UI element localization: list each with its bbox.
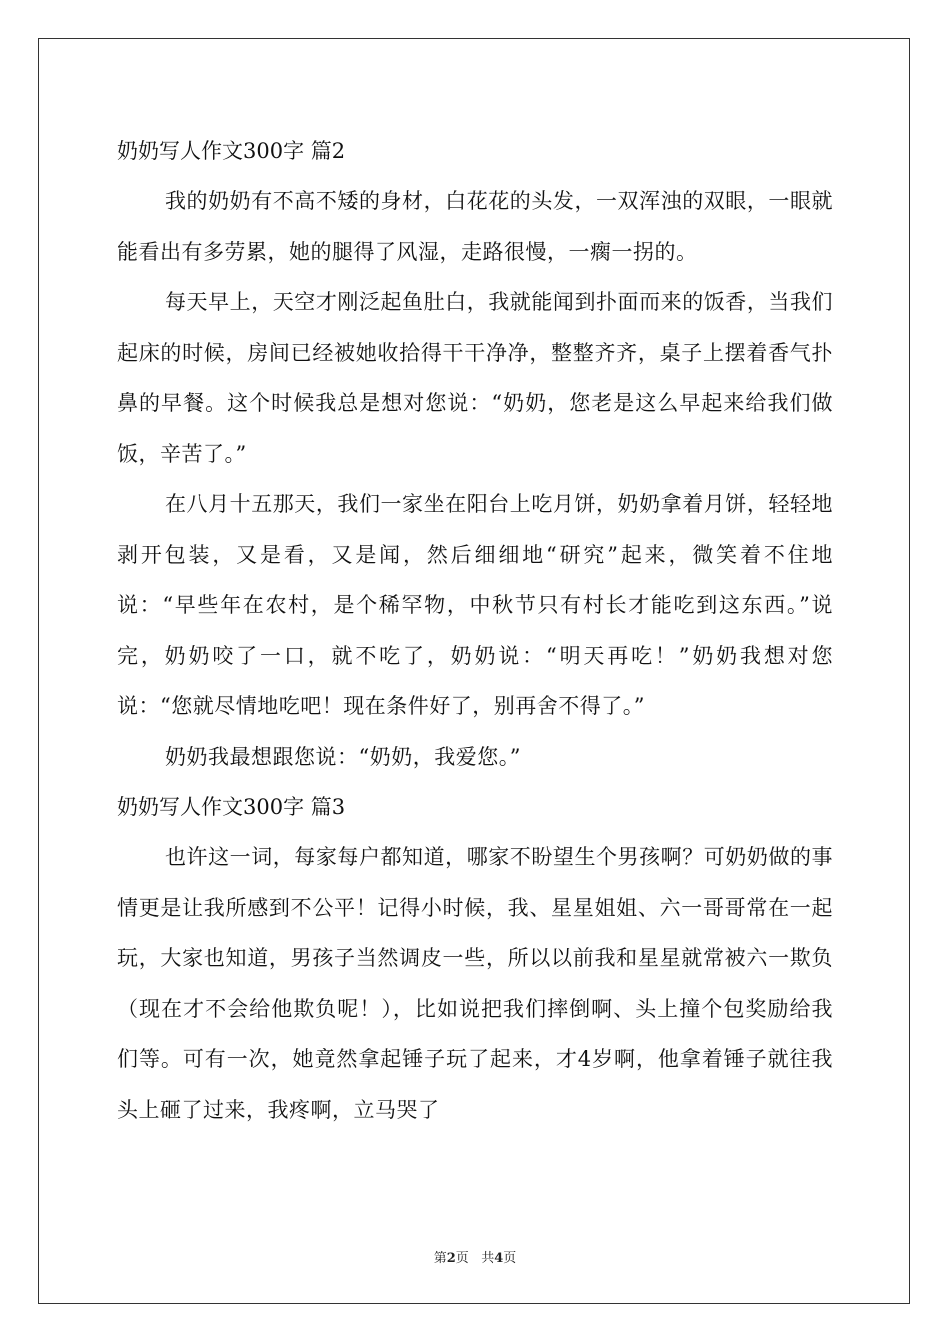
paragraph: 我的奶奶有不高不矮的身材，白花花的头发，一双浑浊的双眼，一眼就能看出有多劳累，她的腿得了风湿，走路很慢，一瘸一拐的。 bbox=[117, 189, 833, 264]
paragraph: 每天早上，天空才刚泛起鱼肚白，我就能闻到扑面而来的饭香，当我们起床的时候，房间已经被她收拾得干干净净，整整齐齐，桌子上摆着香气扑鼻的早餐。这个时候我总是想对您说：“奶奶，您老是这么早起来给我们做饭，辛苦了。” bbox=[117, 290, 833, 466]
section-heading: 奶奶写人作文300字 篇3 bbox=[117, 795, 346, 819]
total-pages: 4 bbox=[494, 1251, 504, 1266]
total-prefix: 共 bbox=[481, 1251, 495, 1266]
page-suffix: 页 bbox=[455, 1251, 469, 1266]
document-body bbox=[117, 126, 833, 1135]
page-number: 2 bbox=[446, 1251, 456, 1266]
paragraph: 在八月十五那天，我们一家坐在阳台上吃月饼，奶奶拿着月饼，轻轻地剥开包装，又是看，又是闻，然后细细地“研究”起来，微笑着不住地说：“早些年在农村，是个稀罕物，中秋节只有村长才能吃到这东西。”说完，奶奶咬了一口，就不吃了，奶奶说：“明天再吃！”奶奶我想对您说：“您就尽情地吃吧！现在条件好了，别再舍不得了。” bbox=[117, 492, 833, 718]
paragraph: 奶奶我最想跟您说：“奶奶，我爱您。” bbox=[165, 744, 521, 769]
total-suffix: 页 bbox=[503, 1251, 517, 1266]
paragraph: 也许这一词，每家每户都知道，哪家不盼望生个男孩啊？可奶奶做的事情更是让我所感到不公平！记得小时候，我、星星姐姐、六一哥哥常在一起玩，大家也知道，男孩子当然调皮一些，所以以前我和星星就常被六一欺负（现在才不会给他欺负呢！），比如说把我们摔倒啊、头上撞个包奖励给我们等。可有一次，她竟然拿起锤子玩了起来，才4岁啊，他拿着锤子就往我头上砸了过来，我疼啊，立马哭了 bbox=[117, 845, 833, 1122]
section-heading: 奶奶写人作文300字 篇2 bbox=[117, 139, 346, 163]
page-prefix: 第 bbox=[433, 1251, 447, 1266]
page-footer bbox=[0, 1247, 950, 1266]
